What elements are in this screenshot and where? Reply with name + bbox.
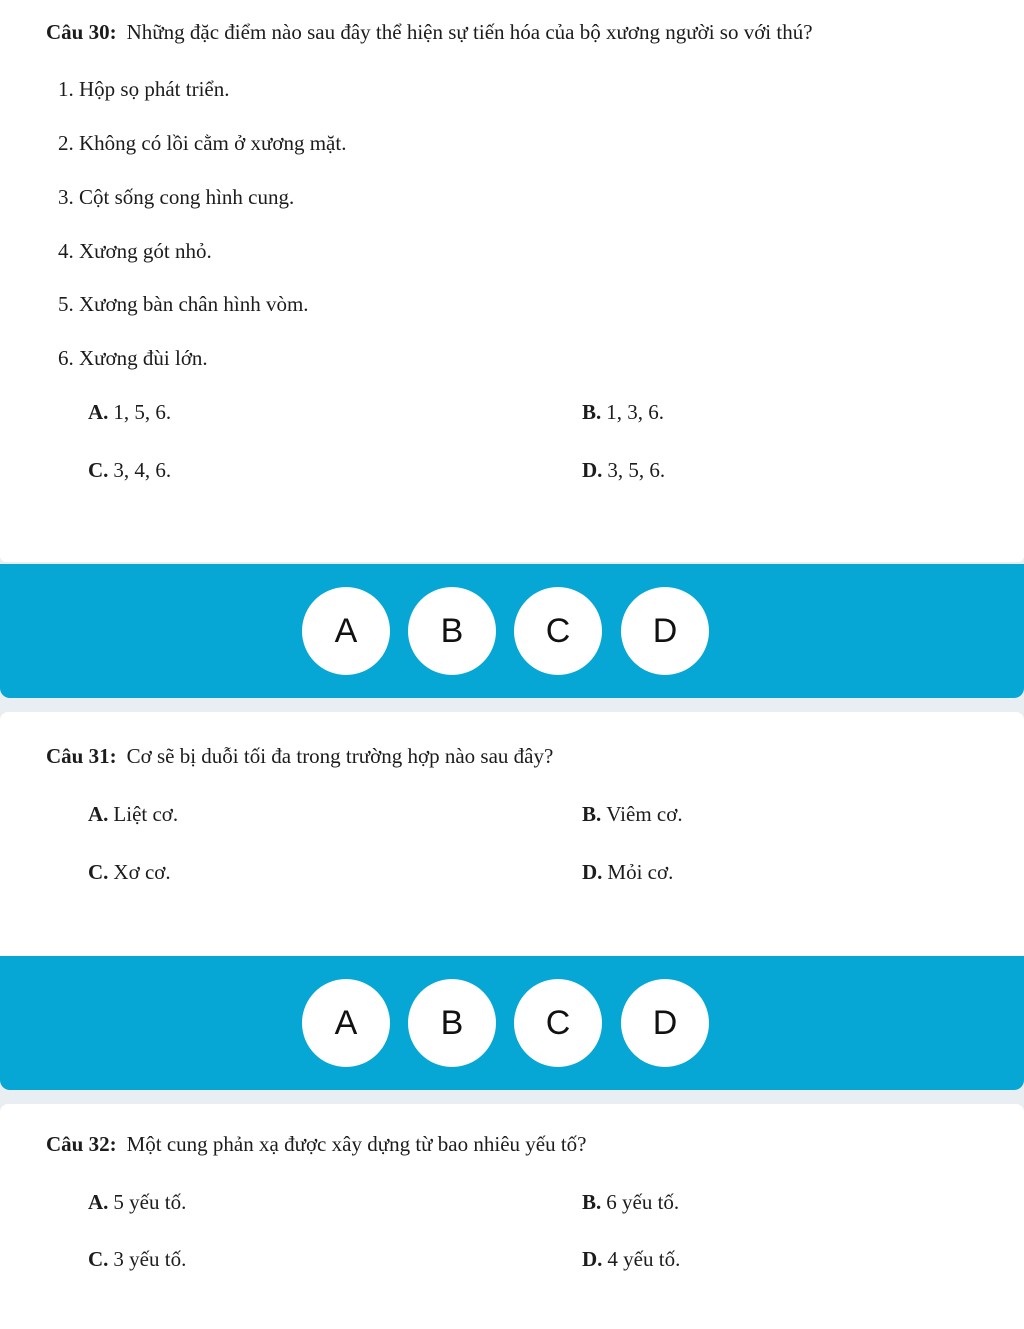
answer-button-a[interactable]: A <box>302 979 390 1067</box>
question-card-32 <box>0 1104 1024 1329</box>
statement-4: 4. Xương gót nhỏ. <box>58 239 212 263</box>
option-a <box>88 1190 186 1215</box>
answer-button-a[interactable]: A <box>302 587 390 675</box>
option-d <box>582 860 673 885</box>
option-letter: C. <box>88 860 109 884</box>
question-title <box>46 744 553 769</box>
option-letter: A. <box>88 400 109 424</box>
answer-bar-30 <box>0 564 1024 698</box>
question-text: Một cung phản xạ được xây dựng từ bao nhiêu yếu tố? <box>126 1132 587 1156</box>
option-b <box>582 400 664 425</box>
option-c <box>88 1247 186 1272</box>
question-card-30 <box>0 0 1024 562</box>
question-title <box>46 20 813 45</box>
option-letter: B. <box>582 802 602 826</box>
option-letter: D. <box>582 1247 603 1271</box>
answer-button-d[interactable]: D <box>621 979 709 1067</box>
question-number: Câu 30: <box>46 20 117 44</box>
answer-bar-31 <box>0 956 1024 1090</box>
question-number: Câu 32: <box>46 1132 117 1156</box>
option-a <box>88 400 171 425</box>
option-c <box>88 860 171 885</box>
option-letter: D. <box>582 860 603 884</box>
statement-6: 6. Xương đùi lớn. <box>58 346 208 370</box>
option-letter: B. <box>582 1190 602 1214</box>
option-a <box>88 802 178 827</box>
option-d <box>582 1247 680 1272</box>
option-letter: B. <box>582 400 602 424</box>
option-letter: A. <box>88 802 109 826</box>
option-letter: C. <box>88 1247 109 1271</box>
option-d <box>582 458 665 483</box>
answer-button-c[interactable]: C <box>514 587 602 675</box>
option-c <box>88 458 171 483</box>
question-card-31 <box>0 712 1024 956</box>
option-text: 1, 3, 6. <box>606 400 665 424</box>
question-text: Cơ sẽ bị duỗi tối đa trong trường hợp nào sau đây? <box>126 744 554 768</box>
question-title <box>46 1132 587 1157</box>
question-text: Những đặc điểm nào sau đây thể hiện sự tiến hóa của bộ xương người so với thú? <box>126 20 813 44</box>
option-letter: C. <box>88 458 109 482</box>
statement-3: 3. Cột sống cong hình cung. <box>58 185 295 209</box>
answer-button-c[interactable]: C <box>514 979 602 1067</box>
statement-1: 1. Hộp sọ phát triển. <box>58 77 230 101</box>
statement-5: 5. Xương bàn chân hình vòm. <box>58 292 309 316</box>
option-text: Liệt cơ. <box>113 802 179 826</box>
option-letter: A. <box>88 1190 109 1214</box>
option-text: 5 yếu tố. <box>113 1190 187 1214</box>
option-b <box>582 1190 679 1215</box>
option-text: 3 yếu tố. <box>113 1247 187 1271</box>
option-text: Xơ cơ. <box>113 860 171 884</box>
option-text: 3, 5, 6. <box>607 458 666 482</box>
option-letter: D. <box>582 458 603 482</box>
answer-button-b[interactable]: B <box>408 587 496 675</box>
option-text: Viêm cơ. <box>606 802 683 826</box>
option-text: 6 yếu tố. <box>606 1190 680 1214</box>
option-text: 4 yếu tố. <box>607 1247 681 1271</box>
question-number: Câu 31: <box>46 744 117 768</box>
option-text: 1, 5, 6. <box>113 400 172 424</box>
option-text: 3, 4, 6. <box>113 458 172 482</box>
answer-button-d[interactable]: D <box>621 587 709 675</box>
statement-2: 2. Không có lồi cằm ở xương mặt. <box>58 131 347 155</box>
option-b <box>582 802 683 827</box>
answer-button-b[interactable]: B <box>408 979 496 1067</box>
option-text: Mỏi cơ. <box>607 860 674 884</box>
